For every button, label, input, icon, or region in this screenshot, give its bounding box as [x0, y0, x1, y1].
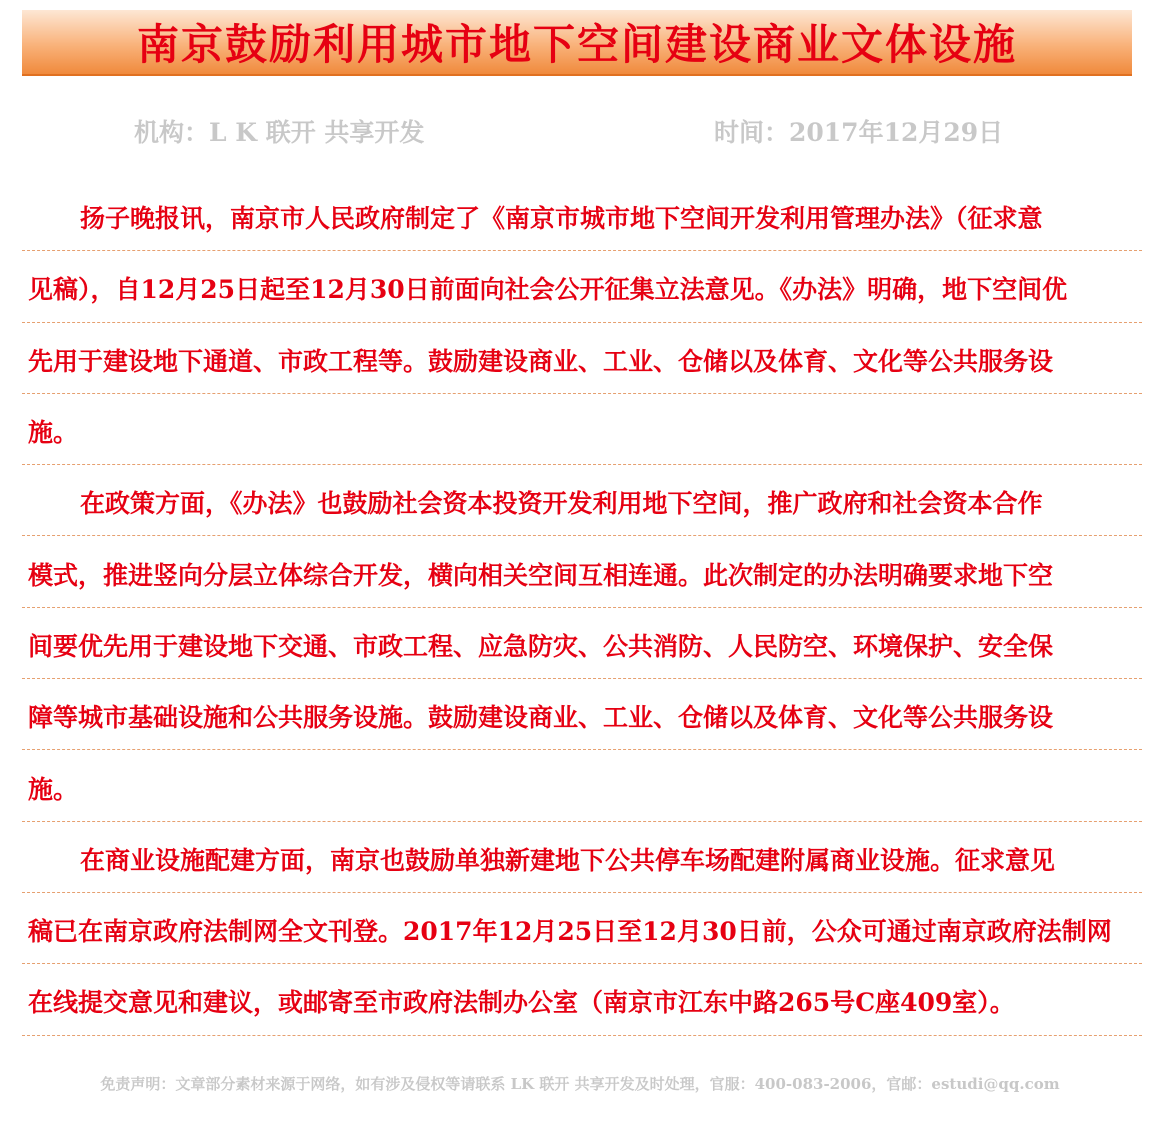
paragraph-1-line-4: 施。	[22, 394, 1142, 465]
paragraph-3-line-1: 在商业设施配建方面，南京也鼓励单独新建地下公共停车场配建附属商业设施。征求意见	[22, 822, 1142, 893]
publish-time: 时间：2017年12月29日	[714, 118, 1004, 147]
paragraph-2-line-5: 施。	[22, 750, 1142, 821]
page-title: 南京鼓励利用城市地下空间建设商业文体设施	[136, 20, 1017, 69]
paragraph-3-line-3: 在线提交意见和建议，或邮寄至市政府法制办公室（南京市江东中路265号C座409室）。	[22, 964, 1142, 1035]
title-banner	[22, 10, 1132, 76]
paragraph-1-line-1: 扬子晚报讯，南京市人民政府制定了《南京市城市地下空间开发利用管理办法》（征求意	[22, 180, 1142, 251]
source-org: 机构：L K 联开 共享开发	[134, 118, 425, 147]
paragraph-2-line-3: 间要优先用于建设地下交通、市政工程、应急防灾、公共消防、人民防空、环境保护、安全保	[22, 608, 1142, 679]
paragraph-1-line-3: 先用于建设地下通道、市政工程等。鼓励建设商业、工业、仓储以及体育、文化等公共服务设	[22, 323, 1142, 394]
paragraph-2-line-2: 模式，推进竖向分层立体综合开发，横向相关空间互相连通。此次制定的办法明确要求地下空	[22, 536, 1142, 607]
disclaimer-footer: 免责声明：文章部分素材来源于网络，如有涉及侵权等请联系 LK 联开 共享开发及时处理，官服：400-083-2006，官邮：estudi@qq.com	[100, 1075, 1060, 1093]
paragraph-3-line-2: 稿已在南京政府法制网全文刊登。2017年12月25日至12月30日前，公众可通过南京政府法制网	[22, 893, 1142, 964]
paragraph-1-line-2: 见稿），自12月25日起至12月30日前面向社会公开征集立法意见。《办法》明确，地下空间优	[22, 251, 1142, 322]
paragraph-2-line-4: 障等城市基础设施和公共服务设施。鼓励建设商业、工业、仓储以及体育、文化等公共服务设	[22, 679, 1142, 750]
paragraph-2-line-1: 在政策方面，《办法》也鼓励社会资本投资开发利用地下空间，推广政府和社会资本合作	[22, 465, 1142, 536]
article-body	[22, 180, 1142, 1036]
